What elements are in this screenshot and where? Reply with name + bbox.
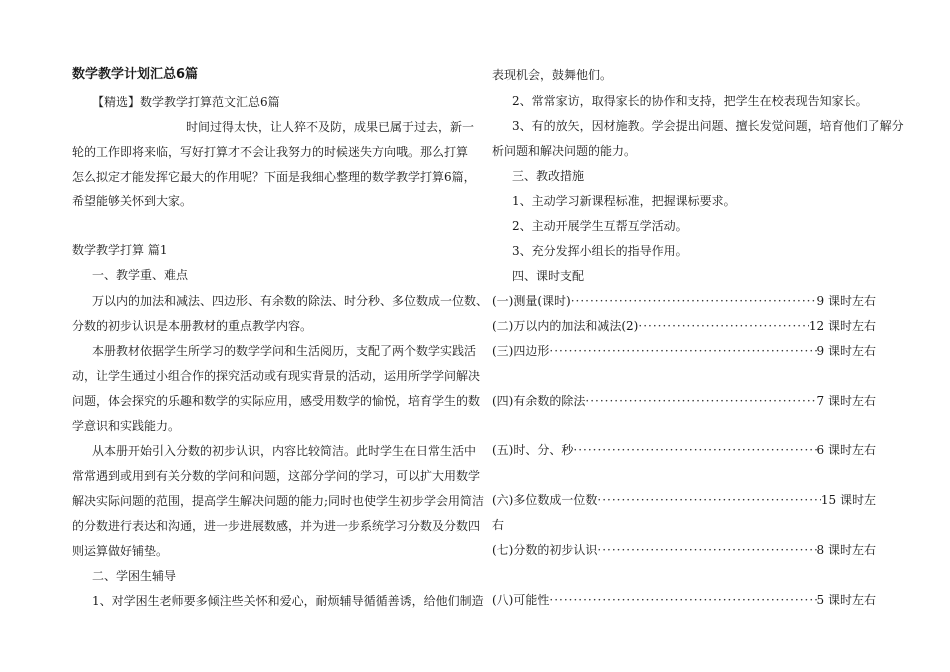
schedule-hours: 9 课时左右: [816, 344, 876, 358]
schedule-row: [492, 443, 876, 457]
paragraph-line: 分数的初步认识是本册教材的重点教学内容。: [72, 319, 313, 333]
schedule-label: (四)有余数的除法: [492, 394, 586, 408]
paragraph-line: 解决实际问题的范围，提高学生解决问题的能力;同时也使学生初步学会用简洁: [72, 494, 485, 508]
schedule-hours: 6 课时左右: [816, 443, 876, 457]
schedule-label: (五)时、分、秒: [492, 443, 574, 457]
paragraph-line: 3、有的放矢，因材施教。学会提出问题、擅长发觉问题，培育他们了解分: [512, 119, 904, 133]
reform-item: 3、充分发挥小组长的指导作用。: [512, 244, 688, 258]
paragraph-line: 万以内的加法和减法、四边形、有余数的除法、时分秒、多位数成一位数、: [92, 294, 489, 308]
paragraph-line: 1、对学困生老师要多倾注些关怀和爱心，耐烦辅导循循善诱，给他们制造: [92, 594, 484, 608]
schedule-row: [492, 294, 876, 308]
schedule-row: [492, 543, 876, 557]
schedule-wrap-text: 右: [492, 518, 505, 532]
section-heading: 数学教学打算 篇1: [72, 243, 168, 257]
leader-dots: [597, 493, 821, 507]
paragraph-line: 表现机会，鼓舞他们。: [492, 68, 613, 82]
intro-line: 怎么拟定才能发挥它最大的作用呢？下面是我细心整理的数学教学打算6篇，: [72, 170, 476, 184]
leader-dots: [571, 294, 817, 308]
schedule-row: [492, 394, 876, 408]
schedule-row: [492, 493, 876, 507]
paragraph-line: 问题，体会探究的乐趣和数学的实际应用，感受用数学的愉悦，培育学生的数: [72, 394, 481, 408]
schedule-label: (一)测量(课时): [492, 294, 571, 308]
reform-item: 2、主动开展学生互帮互学活动。: [512, 219, 688, 233]
intro-line: 轮的工作即将来临，写好打算才不会让我努力的时候迷失方向哦。那么打算: [72, 145, 469, 159]
reform-item: 1、主动学习新课程标准，把握课标要求。: [512, 194, 736, 208]
schedule-hours: 12 课时左右: [808, 319, 876, 333]
schedule-hours: 8 课时左右: [816, 543, 876, 557]
paragraph-line: 本册教材依据学生所学习的数学学问和生活阅历，支配了两个数学实践活: [92, 344, 477, 358]
document-subtitle: 【精选】数学教学打算范文汇总6篇: [92, 95, 280, 109]
document-title: 数学教学计划汇总6篇: [72, 67, 199, 82]
schedule-row: [492, 344, 876, 358]
schedule-hours: 5 课时左右: [816, 593, 876, 607]
leader-dots: [549, 344, 816, 358]
schedule-label: (六)多位数成一位数: [492, 493, 598, 507]
schedule-label: (七)分数的初步认识: [492, 543, 598, 557]
paragraph-line: 从本册开始引入分数的初步认识，内容比较简洁。此时学生在日常生活中: [92, 444, 477, 458]
paragraph-line: 析问题和解决问题的能力。: [492, 144, 637, 158]
paragraph-line: 则运算做好铺垫。: [72, 544, 169, 558]
heading-reform: 三、教改措施: [512, 169, 585, 183]
schedule-hours: 7 课时左右: [816, 394, 876, 408]
schedule-label: (八)可能性: [492, 593, 550, 607]
leader-dots: [549, 593, 816, 607]
heading-tutoring: 二、学困生辅导: [92, 569, 177, 583]
leader-dots: [585, 394, 816, 408]
paragraph-line: 常常遇到或用到有关分数的学问和问题，这部分学问的学习，可以扩大用数学: [72, 469, 481, 483]
schedule-hours: 15 课时左: [820, 493, 876, 507]
paragraph-line: 的分数进行表达和沟通，进一步进展数感，并为进一步系统学习分数及分数四: [72, 519, 481, 533]
heading-schedule: 四、课时支配: [512, 269, 585, 283]
schedule-row: [492, 593, 876, 607]
intro-line: 希望能够关怀到大家。: [72, 194, 193, 208]
leader-dots: [573, 443, 816, 457]
leader-dots: [638, 319, 809, 333]
paragraph-line: 动，让学生通过小组合作的探究活动或有现实背景的活动，运用所学学问解决: [72, 369, 481, 383]
schedule-row: [492, 319, 876, 333]
schedule-label: (二)万以内的加法和减法(2): [492, 319, 639, 333]
paragraph-line: 学意识和实践能力。: [72, 419, 181, 433]
leader-dots: [597, 543, 816, 557]
intro-line: 时间过得太快，让人猝不及防，成果已属于过去，新一: [186, 120, 475, 134]
schedule-hours: 9 课时左右: [816, 294, 876, 308]
schedule-label: (三)四边形: [492, 344, 550, 358]
heading-key-points: 一、教学重、难点: [92, 268, 189, 282]
paragraph-line: 2、常常家访，取得家长的协作和支持，把学生在校表现告知家长。: [512, 94, 868, 108]
